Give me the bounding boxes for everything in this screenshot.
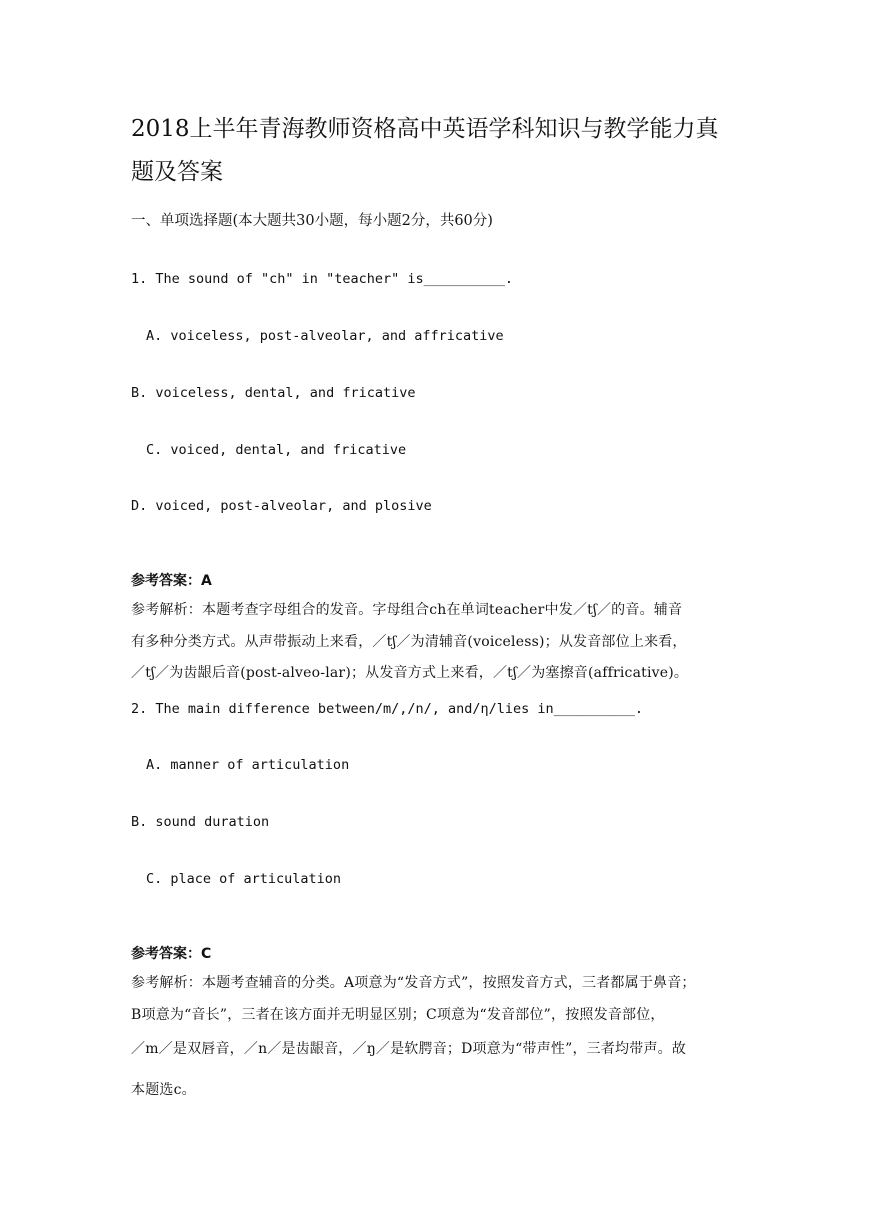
- question-2-stem: 2. The main difference between/m/,/n/, and/η/lies in__________.: [131, 701, 644, 717]
- question-1-option-d: D. voiced, post-alveolar, and plosive: [131, 498, 432, 514]
- document-title-line-2: 题及答案: [131, 159, 223, 185]
- question-1-analysis-line: 参考解析：本题考查字母组合的发音。字母组合ch在单词teacher中发／tʃ／的音。辅音: [131, 602, 683, 618]
- question-1-option-c: C. voiced, dental, and fricative: [146, 442, 407, 458]
- question-2-analysis-line: 参考解析：本题考查辅音的分类。A项意为“发音方式”，按照发音方式，三者都属于鼻音；: [131, 975, 696, 991]
- question-1-stem: 1. The sound of "ch" in "teacher" is__________.: [131, 271, 514, 287]
- question-2-option-a: A. manner of articulation: [146, 757, 350, 773]
- question-1-analysis-line: ／tʃ／为齿龈后音(post-alveo-lar)；从发音方式上来看，／tʃ／为塞擦音(affricative)。: [131, 665, 689, 681]
- question-1-answer: 参考答案：A: [131, 573, 212, 589]
- question-1-option-a: A. voiceless, post-alveolar, and affricative: [146, 328, 504, 344]
- section-heading: 一、单项选择题(本大题共30小题，每小题2分，共60分): [131, 213, 493, 229]
- question-2-analysis-line: ／m／是双唇音，／n／是齿龈音，／ŋ／是软腭音；D项意为“带声性”，三者均带声。故: [131, 1041, 687, 1057]
- question-2-answer: 参考答案：C: [131, 946, 212, 962]
- question-2-analysis-line: 本题选c。: [131, 1082, 196, 1098]
- question-2-option-b: B. sound duration: [131, 814, 270, 830]
- question-2-analysis-line: B项意为“音长”，三者在该方面并无明显区别；C项意为“发音部位”，按照发音部位，: [131, 1007, 665, 1023]
- question-2-option-c: C. place of articulation: [146, 871, 342, 887]
- document-title-line-1: 2018上半年青海教师资格高中英语学科知识与教学能力真: [131, 116, 719, 142]
- question-1-option-b: B. voiceless, dental, and fricative: [131, 385, 416, 401]
- question-1-analysis-line: 有多种分类方式。从声带振动上来看，／tʃ／为清辅音(voiceless)；从发音部位上来看，: [131, 634, 687, 650]
